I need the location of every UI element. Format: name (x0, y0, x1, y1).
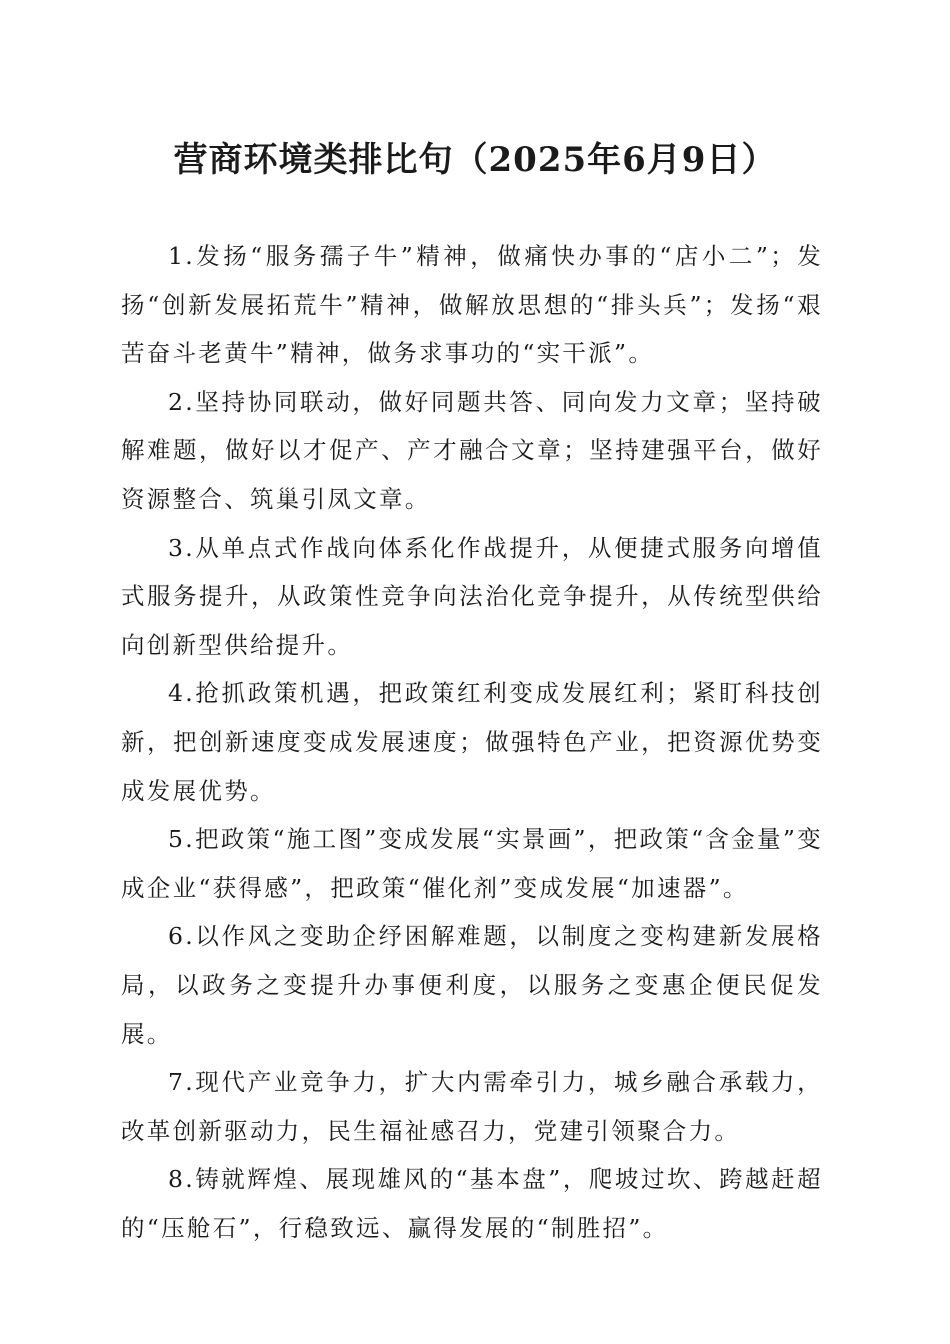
document-title: 营商环境类排比句（2025年6月9日） (173, 140, 777, 180)
paragraph-1: 1.发扬“服务孺子牛”精神，做痛快办事的“店小二”；发扬“创新发展拓荒牛”精神，做解放思想的“排头兵”；发扬“艰苦奋斗老黄牛”精神，做务求事功的“实干派”。 (121, 242, 823, 368)
paragraph-4: 4.抢抓政策机遇，把政策红利变成发展红利；紧盯科技创新，把创新速度变成发展速度；做强特色产业，把资源优势变成发展优势。 (121, 679, 823, 805)
document-body (121, 232, 823, 1252)
paragraph-8: 8.铸就辉煌、展现雄风的“基本盘”，爬坡过坎、跨越赶超的“压舱石”，行稳致远、赢得发展的“制胜招”。 (121, 1165, 823, 1242)
paragraph-3: 3.从单点式作战向体系化作战提升，从便捷式服务向增值式服务提升，从政策性竞争向法治化竞争提升，从传统型供给向创新型供给提升。 (121, 533, 823, 659)
paragraph-2: 2.坚持协同联动，做好同题共答、同向发力文章；坚持破解难题，做好以才促产、产才融合文章；坚持建强平台，做好资源整合、筑巢引凤文章。 (121, 387, 823, 513)
paragraph-7: 7.现代产业竞争力，扩大内需牵引力，城乡融合承载力，改革创新驱动力，民生福祉感召力，党建引领聚合力。 (121, 1068, 823, 1145)
paragraph-5: 5.把政策“施工图”变成发展“实景画”，把政策“含金量”变成企业“获得感”，把政策“催化剂”变成发展“加速器”。 (121, 825, 823, 902)
paragraph-6: 6.以作风之变助企纾困解难题，以制度之变构建新发展格局，以政务之变提升办事便利度，以服务之变惠企便民促发展。 (121, 922, 823, 1048)
